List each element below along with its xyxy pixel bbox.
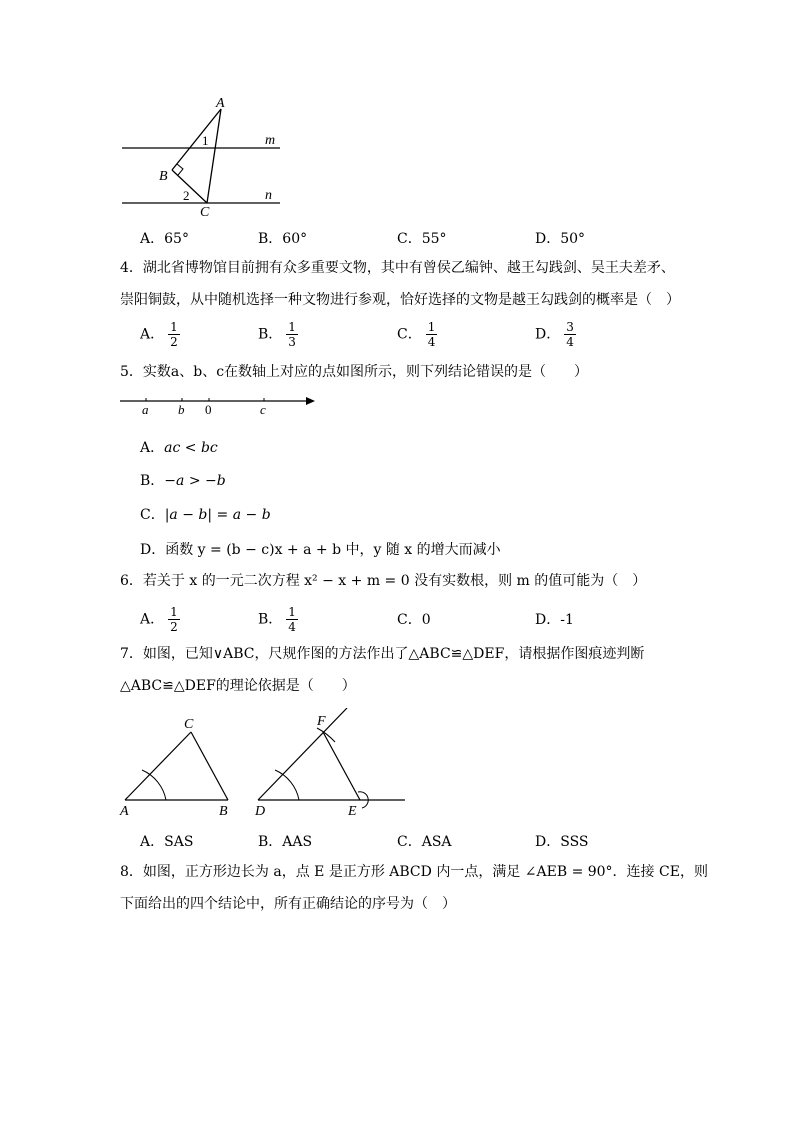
q5-axis-label-c: c bbox=[260, 402, 266, 417]
q7-stem-line-2: △ABC≌△DEF的理论依据是（ ） bbox=[120, 678, 356, 694]
q4-option-b: B． $\frac{1}{3}$ bbox=[258, 320, 296, 349]
q5-stem: 5．实数a、b、c在数轴上对应的点如图所示，则下列结论错误的是（ ） bbox=[120, 364, 589, 380]
q4-option-d: D． $\frac{3}{4}$ bbox=[535, 320, 574, 349]
q3-figure bbox=[110, 95, 310, 220]
q6-option-d: D．-1 bbox=[535, 612, 574, 628]
q7-label-F: F bbox=[317, 714, 326, 729]
q7-option-d: D．SSS bbox=[535, 834, 589, 850]
q4-stem-line-2: 崇阳铜鼓，从中随机选择一种文物进行参观，恰好选择的文物是越王勾践剑的概率是（ ） bbox=[120, 292, 680, 308]
q3-label-A: A bbox=[216, 96, 225, 111]
q5-option-c: C．|a − b| = a − b bbox=[140, 507, 271, 523]
q3-label-1: 1 bbox=[202, 133, 209, 148]
q6-option-b: B． $\frac{1}{4}$ bbox=[258, 605, 296, 634]
q6-option-c: C．0 bbox=[397, 612, 431, 628]
q3-label-C: C bbox=[200, 205, 210, 220]
q3-label-n: n bbox=[265, 188, 272, 203]
q4-option-a: A． $\frac{1}{2}$ bbox=[140, 320, 178, 349]
q5-option-b: B．−a > −b bbox=[140, 473, 226, 489]
q3-option-c: C．55° bbox=[397, 231, 447, 247]
q7-label-E: E bbox=[348, 804, 357, 819]
q4-option-c: C． $\frac{1}{4}$ bbox=[397, 320, 436, 349]
q3-label-2: 2 bbox=[183, 188, 190, 203]
q7-label-C: C bbox=[184, 717, 194, 732]
q3-option-a: A．65° bbox=[140, 231, 189, 247]
q4-stem-line-1: 4．湖北省博物馆目前拥有众多重要文物，其中有曾侯乙编钟、越王勾践剑、吴王夫差矛、 bbox=[120, 260, 675, 276]
q5-option-a: A．ac < bc bbox=[140, 440, 218, 456]
q7-label-D: D bbox=[255, 804, 266, 819]
q3-label-B: B bbox=[159, 169, 168, 184]
q8-stem-line-1: 8．如图，正方形边长为 a，点 E 是正方形 ABCD 内一点，满足 ∠AEB = 90°．连接 CE，则 bbox=[120, 864, 708, 880]
q3-label-m: m bbox=[265, 133, 276, 148]
q7-label-A: A bbox=[120, 804, 129, 819]
q7-option-b: B．AAS bbox=[258, 834, 313, 850]
q7-figure bbox=[115, 708, 415, 820]
q5-option-d: D．函数 y = (b − c)x + a + b 中，y 随 x 的增大而减小 bbox=[140, 542, 501, 558]
q7-option-a: A．SAS bbox=[140, 834, 194, 850]
q6-stem: 6．若关于 x 的一元二次方程 x² − x + m = 0 没有实数根，则 m 的值可能为（ ） bbox=[120, 573, 647, 589]
q5-axis-label-0: 0 bbox=[205, 402, 212, 417]
q3-option-b: B．60° bbox=[258, 231, 308, 247]
q7-stem-line-1: 7．如图，已知∨ABC，尺规作图的方法作出了△ABC≌△DEF，请根据作图痕迹判断 bbox=[120, 646, 645, 662]
q3-option-d: D．50° bbox=[535, 231, 586, 247]
q5-axis-label-b: b bbox=[178, 402, 185, 417]
q7-label-B: B bbox=[219, 804, 228, 819]
q6-option-a: A． $\frac{1}{2}$ bbox=[140, 605, 178, 634]
q5-axis-label-a: a bbox=[142, 402, 149, 417]
q7-option-c: C．ASA bbox=[397, 834, 452, 850]
q5-number-line bbox=[115, 390, 325, 420]
q8-stem-line-2: 下面给出的四个结论中，所有正确结论的序号为（ ） bbox=[120, 896, 456, 912]
